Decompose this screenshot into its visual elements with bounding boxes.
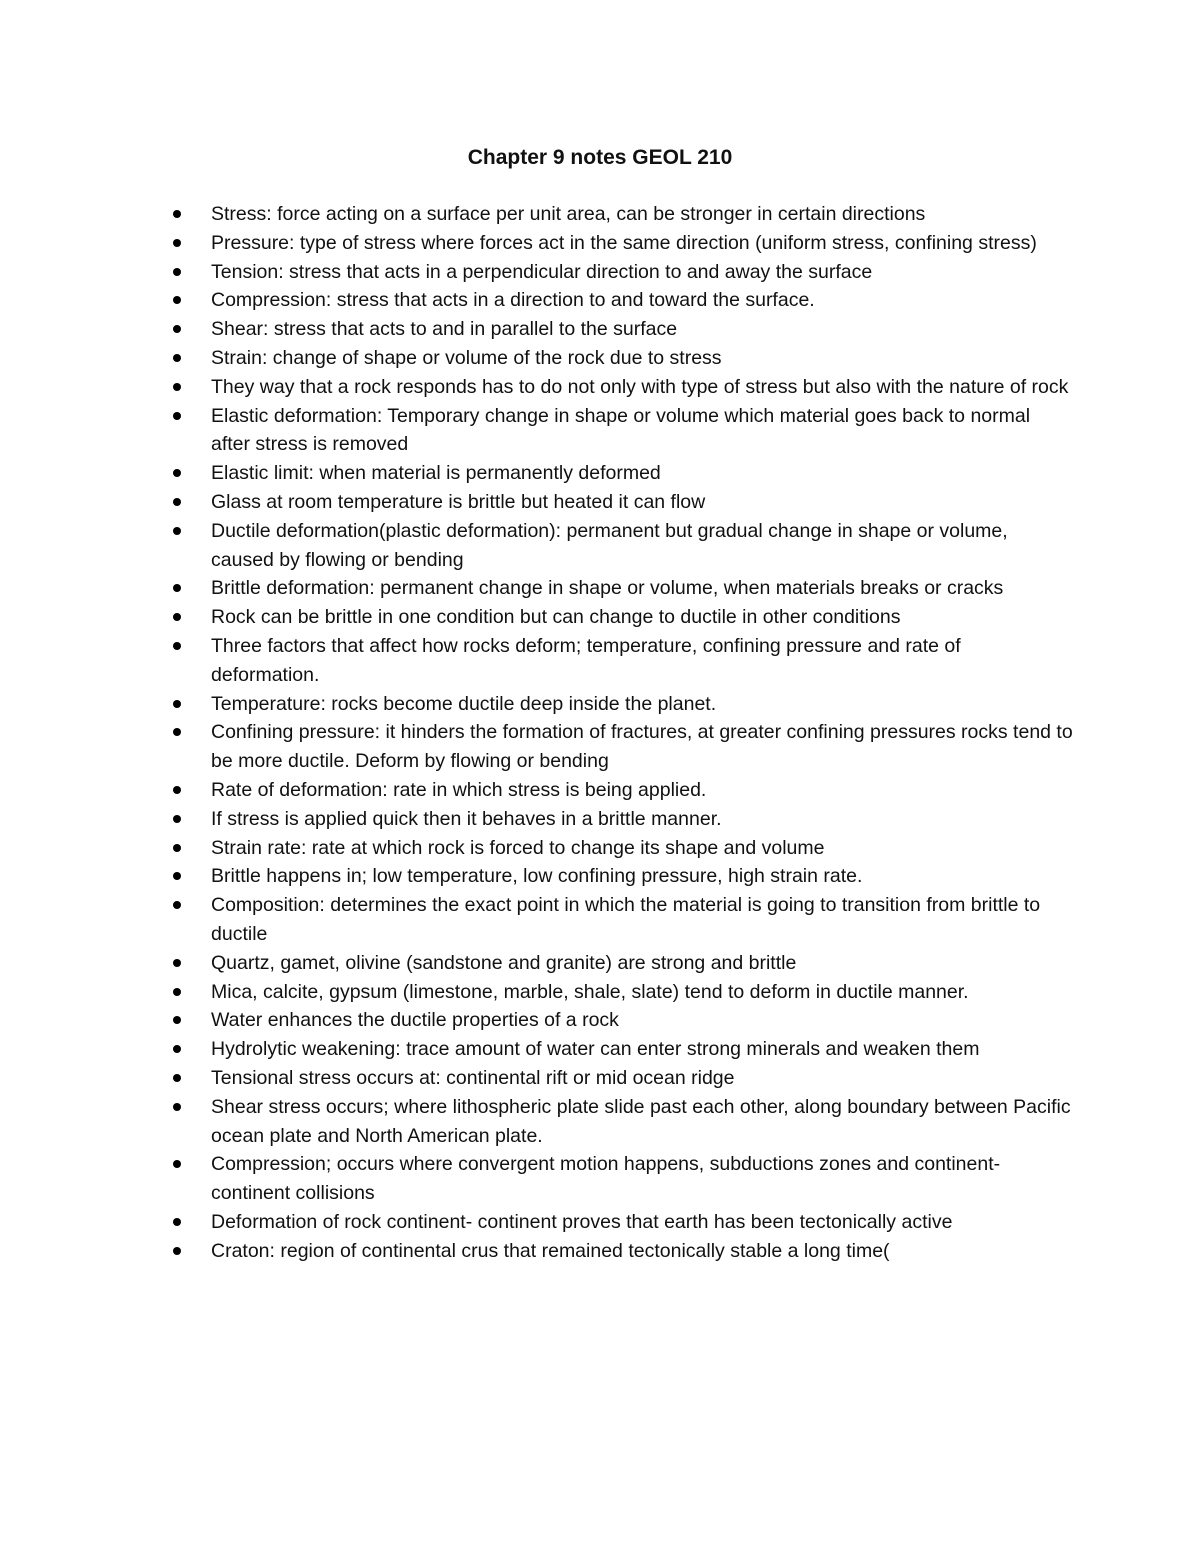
list-item-text: Mica, calcite, gypsum (limestone, marble, shale, slate) tend to deform in ductile manner. — [211, 980, 969, 1003]
list-item — [173, 1006, 1073, 1035]
list-item-text: Elastic deformation: Temporary change in shape or volume which material goes back to normal after stress is removed — [211, 404, 1031, 456]
list-item-text: Deformation of rock continent- continent proves that earth has been tectonically active — [211, 1210, 953, 1233]
bullet-icon — [173, 1016, 181, 1024]
bullet-icon — [173, 1218, 181, 1226]
list-item-text: Pressure: type of stress where forces act in the same direction (uniform stress, confining stress) — [211, 231, 1037, 254]
list-item — [173, 949, 1073, 978]
list-item-text: Glass at room temperature is brittle but heated it can flow — [211, 490, 706, 513]
list-item-text: Ductile deformation(plastic deformation): permanent but gradual change in shape or volume, caused by flowing or bending — [211, 519, 1008, 571]
list-item-text: Rate of deformation: rate in which stress is being applied. — [211, 778, 707, 801]
bullet-icon — [173, 642, 181, 650]
list-item-text: Brittle happens in; low temperature, low confining pressure, high strain rate. — [211, 865, 863, 888]
list-item — [173, 834, 1073, 863]
list-item — [173, 344, 1073, 373]
notes-list — [173, 200, 1073, 1265]
bullet-icon — [173, 700, 181, 708]
bullet-icon — [173, 959, 181, 967]
list-item — [173, 1064, 1073, 1093]
list-item — [173, 1237, 1073, 1266]
bullet-icon — [173, 268, 181, 276]
bullet-icon — [173, 1103, 181, 1111]
list-item-text: Confining pressure: it hinders the formation of fractures, at greater confining pressures rocks tend to be more ductile. Deform by flowing or bending — [211, 721, 1073, 773]
list-item — [173, 1208, 1073, 1237]
list-item-text: Strain: change of shape or volume of the rock due to stress — [211, 346, 722, 369]
list-item — [173, 1093, 1073, 1151]
list-item — [173, 603, 1073, 632]
list-item — [173, 574, 1073, 603]
bullet-icon — [173, 988, 181, 996]
bullet-icon — [173, 1045, 181, 1053]
list-item-text: Tensional stress occurs at: continental rift or mid ocean ridge — [211, 1066, 735, 1089]
bullet-icon — [173, 325, 181, 333]
list-item-text: Compression: stress that acts in a direction to and toward the surface. — [211, 289, 815, 312]
bullet-icon — [173, 210, 181, 218]
list-item-text: Strain rate: rate at which rock is forced to change its shape and volume — [211, 836, 825, 859]
bullet-icon — [173, 354, 181, 362]
list-item — [173, 805, 1073, 834]
list-item — [173, 690, 1073, 719]
list-item-text: Elastic limit: when material is permanently deformed — [211, 462, 661, 485]
bullet-icon — [173, 383, 181, 391]
list-item-text: Temperature: rocks become ductile deep inside the planet. — [211, 692, 717, 715]
list-item — [173, 488, 1073, 517]
list-item — [173, 315, 1073, 344]
bullet-icon — [173, 1074, 181, 1082]
list-item — [173, 286, 1073, 315]
bullet-icon — [173, 296, 181, 304]
list-item — [173, 718, 1073, 776]
list-item-text: They way that a rock responds has to do not only with type of stress but also with the nature of rock — [211, 375, 1069, 398]
list-item — [173, 402, 1073, 460]
list-item — [173, 258, 1073, 287]
bullet-icon — [173, 872, 181, 880]
bullet-icon — [173, 239, 181, 247]
list-item-text: Quartz, gamet, olivine (sandstone and granite) are strong and brittle — [211, 951, 797, 974]
list-item-text: Craton: region of continental crus that remained tectonically stable a long time( — [211, 1239, 890, 1262]
bullet-icon — [173, 584, 181, 592]
bullet-icon — [173, 844, 181, 852]
bullet-icon — [173, 613, 181, 621]
list-item — [173, 978, 1073, 1007]
list-item-text: Three factors that affect how rocks deform; temperature, confining pressure and rate of deformation. — [211, 634, 961, 686]
list-item-text: Brittle deformation: permanent change in shape or volume, when materials breaks or cracks — [211, 577, 1004, 600]
list-item — [173, 632, 1073, 690]
list-item-text: If stress is applied quick then it behaves in a brittle manner. — [211, 807, 722, 830]
document-title: Chapter 9 notes GEOL 210 — [467, 146, 733, 169]
list-item — [173, 229, 1073, 258]
bullet-icon — [173, 1160, 181, 1168]
bullet-icon — [173, 527, 181, 535]
list-item-text: Shear stress occurs; where lithospheric plate slide past each other, along boundary between Pacific ocean plate and North American plate. — [211, 1095, 1071, 1147]
list-item — [173, 373, 1073, 402]
bullet-icon — [173, 786, 181, 794]
bullet-icon — [173, 901, 181, 909]
bullet-icon — [173, 498, 181, 506]
list-item-text: Rock can be brittle in one condition but can change to ductile in other conditions — [211, 606, 901, 629]
list-item — [173, 517, 1073, 575]
bullet-icon — [173, 815, 181, 823]
bullet-icon — [173, 469, 181, 477]
bullet-icon — [173, 1247, 181, 1255]
list-item — [173, 862, 1073, 891]
bullet-icon — [173, 728, 181, 736]
list-item — [173, 1035, 1073, 1064]
list-item — [173, 891, 1073, 949]
list-item-text: Composition: determines the exact point in which the material is going to transition from brittle to ductile — [211, 894, 1041, 945]
list-item-text: Compression; occurs where convergent motion happens, subductions zones and continent- continent collisions — [211, 1153, 1001, 1205]
list-item — [173, 200, 1073, 229]
list-item-text: Tension: stress that acts in a perpendicular direction to and away the surface — [211, 260, 873, 283]
list-item-text: Hydrolytic weakening: trace amount of water can enter strong minerals and weaken them — [211, 1038, 980, 1061]
list-item-text: Shear: stress that acts to and in parallel to the surface — [211, 318, 678, 341]
list-item-text: Stress: force acting on a surface per unit area, can be stronger in certain directions — [211, 203, 926, 225]
bullet-icon — [173, 412, 181, 420]
list-item — [173, 459, 1073, 488]
list-item — [173, 1150, 1073, 1208]
list-item-text: Water enhances the ductile properties of a rock — [211, 1009, 619, 1032]
list-item — [173, 776, 1073, 805]
